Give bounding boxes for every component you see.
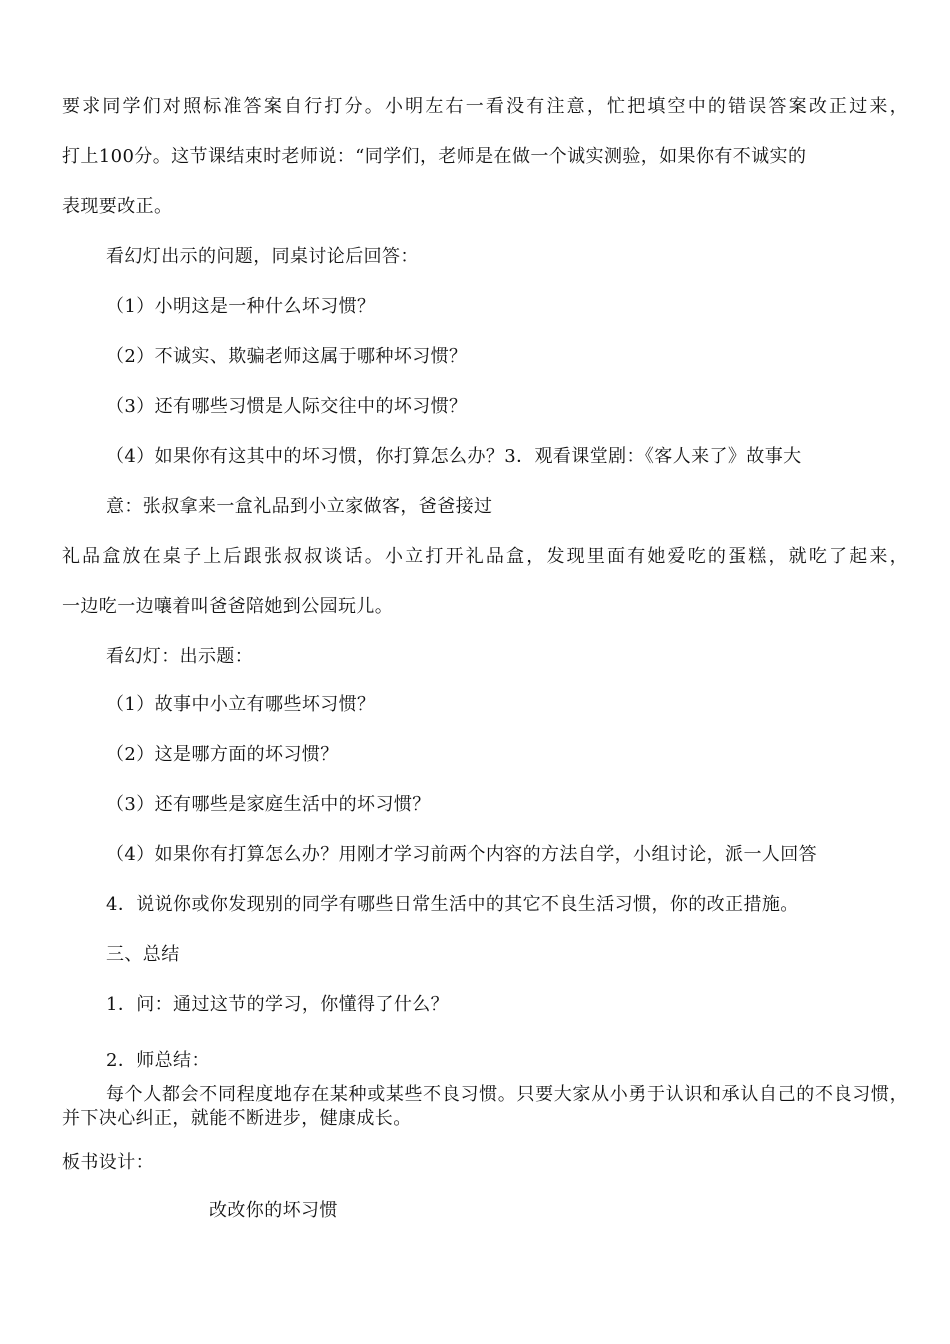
section-heading: 三、总结 [106, 944, 180, 965]
story-line: 礼品盒放在桌子上后跟张叔叔谈话。小立打开礼品盒，发现里面有她爱吃的蛋糕，就吃了起来， [62, 546, 908, 567]
summary-question: 2．师总结： [106, 1050, 210, 1071]
question-item: （2）这是哪方面的坏习惯？ [106, 744, 339, 765]
step-item: 4．说说你或你发现别的同学有哪些日常生活中的其它不良生活习惯，你的改正措施。 [106, 894, 799, 915]
question-item: （4）如果你有这其中的坏习惯，你打算怎么办？3．观看课堂剧：《客人来了》故事大 [106, 446, 802, 467]
question-item: （4）如果你有打算怎么办？用刚才学习前两个内容的方法自学，小组讨论，派一人回答 [106, 844, 818, 865]
paragraph-line: 打上100分。这节课结束时老师说：“同学们，老师是在做一个诚实测验，如果你有不诚实的 [62, 146, 807, 167]
slide-prompt: 看幻灯：出示题： [106, 646, 254, 667]
paragraph-line: 要求同学们对照标准答案自行打分。小明左右一看没有注意，忙把填空中的错误答案改正过来， [62, 96, 908, 117]
question-item: （1）小明这是一种什么坏习惯？ [106, 296, 376, 317]
question-item: （3）还有哪些是家庭生活中的坏习惯？ [106, 794, 431, 815]
story-line: 一边吃一边嚷着叫爸爸陪她到公园玩儿。 [62, 596, 394, 617]
slide-prompt: 看幻灯出示的问题，同桌讨论后回答： [106, 246, 419, 267]
board-design-label: 板书设计： [62, 1152, 154, 1173]
summary-question: 1．问：通过这节的学习，你懂得了什么？ [106, 994, 450, 1015]
question-item: （2）不诚实、欺骗老师这属于哪种坏习惯？ [106, 346, 468, 367]
conclusion-paragraph: 每个人都会不同程度地存在某种或某些不良习惯。只要大家从小勇于认识和承认自己的不良习惯，并下决心纠正，就能不断进步，健康成长。 [62, 1084, 908, 1129]
question-item: （3）还有哪些习惯是人际交往中的坏习惯？ [106, 396, 468, 417]
story-line: 意：张叔拿来一盒礼品到小立家做客，爸爸接过 [106, 496, 493, 517]
question-item: （1）故事中小立有哪些坏习惯？ [106, 694, 376, 715]
board-title: 改改你的坏习惯 [209, 1200, 338, 1221]
paragraph-line: 表现要改正。 [62, 196, 173, 217]
